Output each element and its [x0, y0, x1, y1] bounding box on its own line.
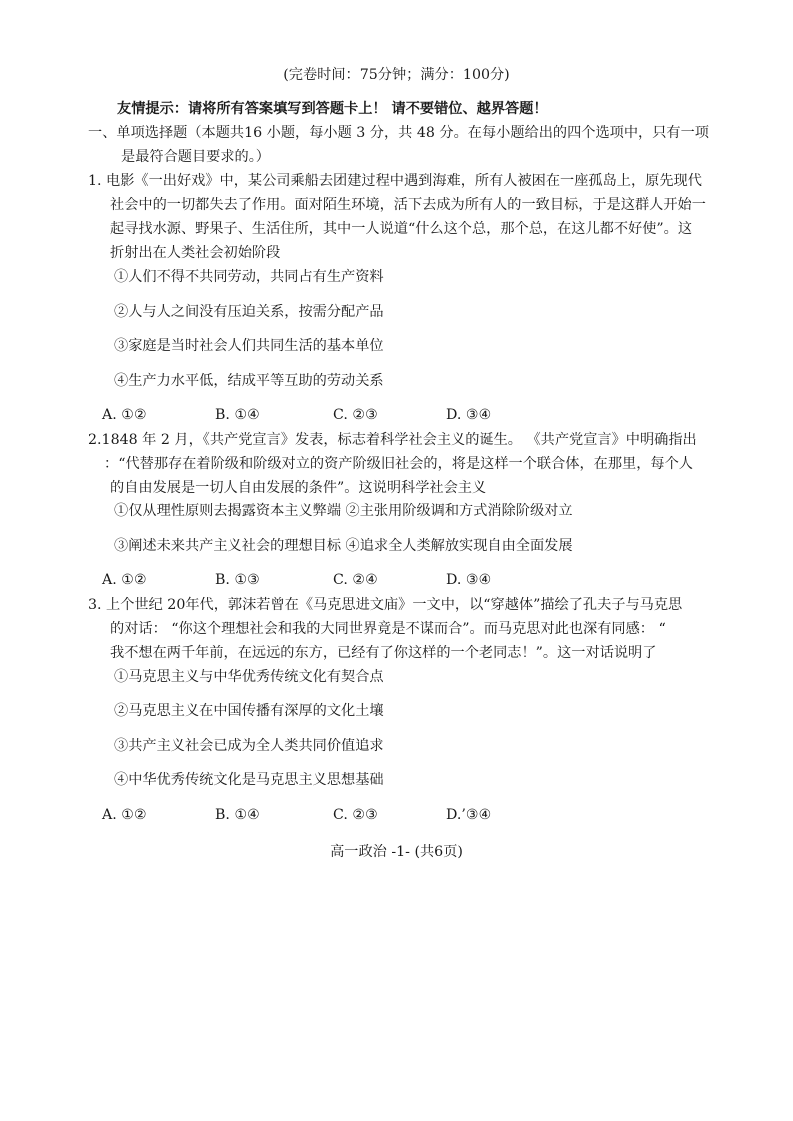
- option-a[interactable]: A. ①②: [102, 807, 147, 823]
- statement: ④生产力水平低，结成平等互助的劳动关系: [114, 373, 384, 389]
- option-d[interactable]: D. ③④: [446, 572, 492, 588]
- option-d[interactable]: D. ③④: [446, 407, 492, 423]
- statement: ④中华优秀传统文化是马克思主义思想基础: [114, 772, 384, 788]
- section-title-line1: 一、单项选择题（本题共16 小题，每小题 3 分，共 48 分。在每小题给出的四个选项中，只有一项: [88, 125, 709, 141]
- question-stem-line: 社会中的一切都失去了作用。面对陌生环境，活下去成为所有人的一致目标，于是这群人开始一: [110, 197, 706, 213]
- option-d[interactable]: D.’③④: [446, 807, 492, 823]
- option-b[interactable]: B. ①③: [215, 572, 260, 588]
- question-stem-line: ：“代替那存在着阶级和阶级对立的资产阶级旧社会的，将是这样一个联合体，在那里，每个人: [104, 456, 693, 472]
- statement: ①马克思主义与中华优秀传统文化有契合点: [114, 669, 384, 685]
- statement: ①人们不得不共同劳动，共同占有生产资料: [114, 269, 384, 285]
- option-a[interactable]: A. ①②: [102, 572, 147, 588]
- question-stem-line: 2.1848 年 2 月，《共产党宣言》发表，标志着科学社会主义的诞生。 《共产党宣言》中明确指出: [88, 432, 697, 448]
- statement: ③家庭是当时社会人们共同生活的基本单位: [114, 338, 384, 354]
- option-c[interactable]: C. ②③: [333, 407, 378, 423]
- friendly-tip: 友情提示：请将所有答案填写到答题卡上！ 请不要错位、越界答题！: [117, 101, 548, 117]
- section-title-line2: 是最符合题目要求的。）: [121, 149, 270, 165]
- question-stem-line: 的自由发展是一切人自由发展的条件”。这说明科学社会主义: [110, 480, 487, 496]
- option-c[interactable]: C. ②④: [333, 572, 378, 588]
- question-stem-line: 的对话： “你这个理想社会和我的大同世界竟是不谋而合”。而马克思对此也深有同感： “: [110, 621, 666, 637]
- question-stem-line: 我不想在两千年前，在远远的东方，已经有了你这样的一个老同志！”。这一对话说明了: [110, 645, 657, 661]
- question-stem-line: 1. 电影《一出好戏》中，某公司乘船去团建过程中遇到海难，所有人被困在一座孤岛上，原先现代: [88, 173, 702, 189]
- statement: ②马克思主义在中国传播有深厚的文化土壤: [114, 703, 384, 719]
- question-stem-line: 起寻找水源、野果子、生活住所，其中一人说道“什么这个总，那个总，在这儿都不好使”。这: [110, 221, 693, 237]
- statement: ①仅从理性原则去揭露资本主义弊端 ②主张用阶级调和方式消除阶级对立: [114, 503, 573, 519]
- option-a[interactable]: A. ①②: [102, 407, 147, 423]
- page-footer: 高一政治 -1- (共6页): [330, 844, 463, 860]
- statement: ③阐述未来共产主义社会的理想目标 ④追求全人类解放实现自由全面发展: [114, 538, 573, 554]
- statement: ③共产主义社会已成为全人类共同价值追求: [114, 738, 384, 754]
- question-stem-line: 3. 上个世纪 20年代，郭沫若曾在《马克思进文庙》一文中，以“穿越体”描绘了孔夫子与马克思: [88, 597, 683, 613]
- statement: ②人与人之间没有压迫关系，按需分配产品: [114, 304, 384, 320]
- exam-info: (完卷时间：75分钟；满分：100分): [283, 67, 510, 83]
- question-stem-line: 折射出在人类社会初始阶段: [110, 245, 281, 261]
- option-c[interactable]: C. ②③: [333, 807, 378, 823]
- option-b[interactable]: B. ①④: [215, 407, 260, 423]
- option-b[interactable]: B. ①④: [215, 807, 260, 823]
